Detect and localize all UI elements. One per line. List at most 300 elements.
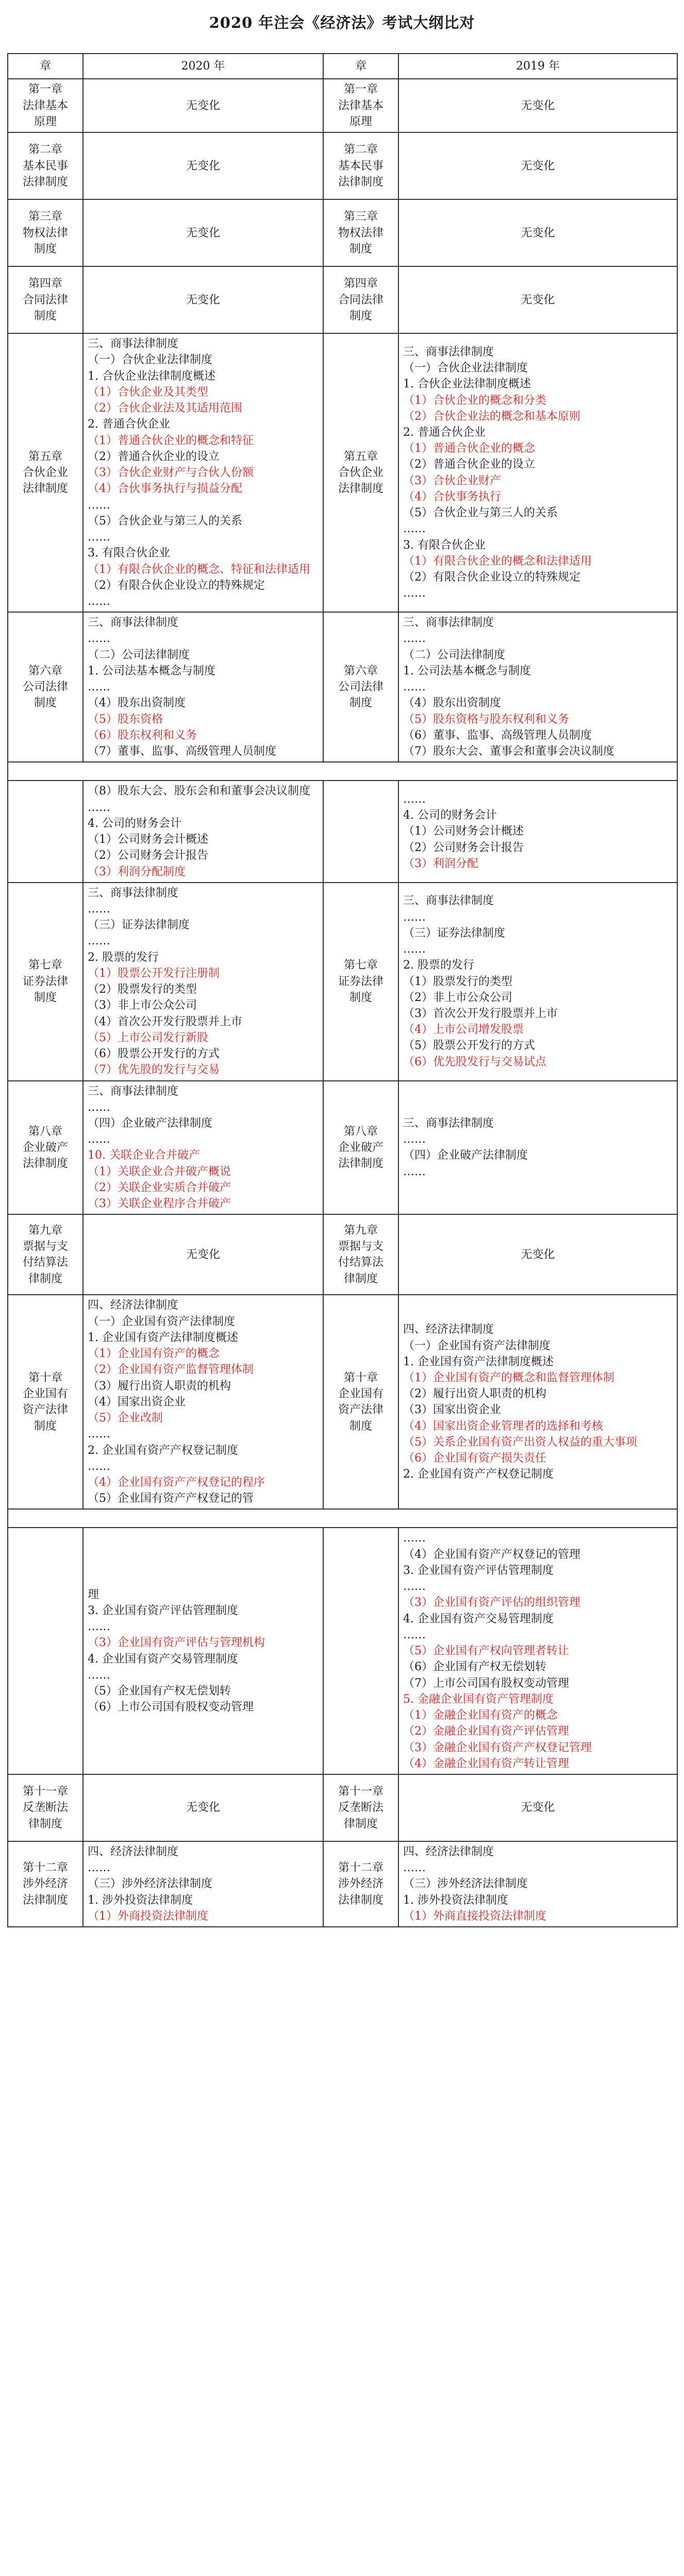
content-2019 bbox=[398, 1081, 677, 1215]
header-chapter-2020: 章 bbox=[8, 54, 83, 79]
outline-item: 2. 企业国有资产产权登记制度 bbox=[403, 1468, 554, 1481]
outline-item: 4. 公司的财务会计 bbox=[88, 817, 181, 830]
chapter-label-line: 律制度 bbox=[28, 1272, 62, 1285]
chapter-label bbox=[323, 1774, 398, 1841]
outline-item: …… bbox=[88, 595, 110, 608]
outline-item: （一）合伙企业法律制度 bbox=[403, 362, 528, 375]
outline-item-changed: （2）合伙企业法及其适用范围 bbox=[88, 402, 242, 415]
outline-item: （7）股东大会、董事会和董事会决议制度 bbox=[403, 745, 614, 758]
chapter-label-line: 第四章 bbox=[28, 277, 62, 291]
outline-item: 三、商事法律制度 bbox=[403, 1117, 494, 1130]
chapter-label-empty bbox=[8, 1528, 83, 1774]
table-body-part-3 bbox=[8, 1528, 677, 1927]
table-row bbox=[8, 1214, 677, 1295]
content-2019 bbox=[398, 781, 677, 882]
outline-item: …… bbox=[88, 935, 110, 948]
outline-item: …… bbox=[403, 632, 426, 646]
chapter-label-line: 第二章 bbox=[28, 143, 62, 157]
outline-item: 3. 企业国有资产评估管理制度 bbox=[403, 1564, 554, 1577]
chapter-label bbox=[323, 612, 398, 762]
outline-item-changed: （4）合伙事务执行与损益分配 bbox=[88, 482, 242, 496]
outline-item: …… bbox=[403, 1628, 426, 1641]
outline-item: （三）涉外经济法律制度 bbox=[403, 1877, 528, 1891]
outline-item: …… bbox=[403, 1165, 426, 1178]
chapter-label-line: 合伙企业 bbox=[338, 466, 383, 480]
outline-item: …… bbox=[88, 1100, 110, 1114]
table-row bbox=[8, 1295, 677, 1509]
outline-item-changed: 5. 金融企业国有资产管理制度 bbox=[403, 1692, 554, 1706]
no-change-text: 无变化 bbox=[83, 1774, 323, 1841]
outline-item: 1. 企业国有资产法律制度概述 bbox=[403, 1355, 554, 1368]
chapter-label-line: 企业国有 bbox=[338, 1387, 383, 1401]
chapter-label-line: 合伙企业 bbox=[22, 466, 68, 480]
outline-item: （一）企业国有资产法律制度 bbox=[403, 1339, 551, 1352]
chapter-label-line: 第五章 bbox=[343, 450, 378, 463]
chapter-label-line: 第十二章 bbox=[22, 1861, 68, 1875]
outline-item: 三、商事法律制度 bbox=[403, 894, 494, 908]
outline-item: 四、经济法律制度 bbox=[88, 1845, 179, 1858]
outline-item: …… bbox=[403, 910, 426, 924]
outline-item-changed: （6）企业国有资产损失责任 bbox=[403, 1452, 546, 1465]
chapter-label-line: 制度 bbox=[34, 242, 57, 256]
outline-item-changed: （1）企业国有资产的概念 bbox=[88, 1347, 220, 1361]
outline-item-changed: 10. 关联企业合并破产 bbox=[88, 1149, 200, 1162]
outline-item-changed: （6）优先股发行与交易试点 bbox=[403, 1055, 546, 1069]
table-header-row bbox=[8, 54, 677, 79]
outline-item-changed: （5）企业改制 bbox=[88, 1412, 163, 1425]
outline-item: 1. 公司法基本概念与制度 bbox=[88, 664, 215, 677]
chapter-label-line: 企业国有 bbox=[22, 1387, 68, 1401]
chapter-label-line: 第八章 bbox=[343, 1125, 378, 1138]
chapter-label-line: 第五章 bbox=[28, 450, 62, 463]
outline-item: …… bbox=[403, 587, 426, 600]
outline-item: 三、商事法律制度 bbox=[88, 337, 179, 351]
outline-item-changed: （3）利润分配 bbox=[403, 857, 478, 870]
outline-item: …… bbox=[88, 681, 110, 694]
chapter-label bbox=[323, 1295, 398, 1509]
chapter-label-line: 法律制度 bbox=[22, 175, 68, 189]
no-change-text: 无变化 bbox=[83, 199, 323, 266]
outline-item: （4）股东出资制度 bbox=[88, 697, 186, 710]
content-2020 bbox=[83, 781, 323, 882]
outline-item: …… bbox=[403, 681, 426, 694]
outline-item: …… bbox=[88, 902, 110, 916]
chapter-label-line: 第七章 bbox=[28, 959, 62, 972]
chapter-label-line: 基本民事 bbox=[338, 159, 383, 173]
outline-item: （三）证券法律制度 bbox=[88, 919, 190, 932]
outline-item: 3. 有限合伙企业 bbox=[88, 547, 170, 560]
outline-item-changed: （5）企业国有产权向管理者转让 bbox=[403, 1645, 569, 1658]
outline-item-changed: （1）关联企业合并破产概说 bbox=[88, 1165, 231, 1178]
chapter-label-line: 法律制度 bbox=[338, 1893, 383, 1907]
outline-item-changed: （1）外商投资法律制度 bbox=[88, 1909, 208, 1923]
chapter-label-line: 第二章 bbox=[343, 143, 378, 157]
outline-item: 四、经济法律制度 bbox=[403, 1323, 494, 1336]
outline-item: 理 bbox=[88, 1588, 99, 1601]
outline-item-changed: （1）合伙企业的概念和分类 bbox=[403, 394, 546, 407]
chapter-label bbox=[8, 883, 83, 1081]
outline-item: （5）合伙企业与第三人的关系 bbox=[88, 514, 242, 528]
chapter-label-empty bbox=[8, 781, 83, 882]
outline-item: （5）股票公开发行的方式 bbox=[403, 1039, 535, 1053]
chapter-label-line: 法律制度 bbox=[22, 1157, 68, 1171]
chapter-label bbox=[323, 132, 398, 199]
chapter-label-line: 合同法律 bbox=[22, 293, 68, 307]
chapter-label bbox=[323, 333, 398, 612]
outline-item: （3）国家出资企业 bbox=[403, 1403, 501, 1417]
outline-item: （四）企业破产法律制度 bbox=[88, 1117, 213, 1130]
outline-item: （1）股票发行的类型 bbox=[403, 975, 512, 988]
chapter-label-line: 第十二章 bbox=[338, 1861, 383, 1875]
outline-item: 2. 股票的发行 bbox=[403, 959, 474, 972]
outline-item: …… bbox=[88, 1428, 110, 1441]
outline-item: （5）企业国有产权无偿划转 bbox=[88, 1685, 231, 1698]
outline-item-changed: （5）上市公司发行新股 bbox=[88, 1031, 208, 1044]
chapter-label-line: 涉外经济 bbox=[22, 1877, 68, 1891]
outline-item: 1. 合伙企业法律制度概述 bbox=[88, 369, 215, 383]
outline-item: （三）证券法律制度 bbox=[403, 926, 506, 940]
content-2020 bbox=[83, 1295, 323, 1509]
outline-item: 2. 普通合伙企业 bbox=[88, 418, 170, 431]
chapter-label-line: 涉外经济 bbox=[338, 1877, 383, 1891]
outline-item: （三）涉外经济法律制度 bbox=[88, 1877, 213, 1891]
outline-item: （一）企业国有资产法律制度 bbox=[88, 1315, 236, 1328]
outline-item: …… bbox=[88, 1133, 110, 1146]
chapter-label-line: 企业破产 bbox=[338, 1141, 383, 1154]
outline-item-changed: （4）金融企业国有资产转让管理 bbox=[403, 1757, 569, 1770]
chapter-label-line: 制度 bbox=[34, 991, 57, 1004]
outline-item: 三、商事法律制度 bbox=[403, 616, 494, 630]
chapter-label-line: 法律制度 bbox=[22, 482, 68, 496]
outline-item: （6）上市公司国有股权变动管理 bbox=[88, 1701, 254, 1714]
table-row bbox=[8, 1774, 677, 1841]
chapter-label-line: 反垄断法 bbox=[22, 1801, 68, 1815]
content-2019 bbox=[398, 1841, 677, 1927]
chapter-label-line: 第六章 bbox=[343, 664, 378, 677]
outline-item: …… bbox=[88, 1668, 110, 1682]
chapter-label bbox=[8, 1841, 83, 1927]
chapter-label-line: 律制度 bbox=[343, 1272, 378, 1285]
outline-item: 4. 企业国有资产交易管理制度 bbox=[403, 1612, 554, 1625]
outline-item: （二）公司法律制度 bbox=[88, 648, 190, 662]
chapter-label bbox=[323, 79, 398, 132]
outline-item: （3）非上市公众公司 bbox=[88, 999, 197, 1012]
outline-item: …… bbox=[403, 1532, 426, 1545]
chapter-label bbox=[8, 612, 83, 762]
chapter-label-line: 制度 bbox=[349, 309, 372, 323]
content-2020 bbox=[83, 883, 323, 1081]
outline-item: （1）公司财务会计概述 bbox=[403, 825, 524, 838]
chapter-label-line: 第一章 bbox=[343, 83, 378, 96]
outline-item: 1. 涉外投资法律制度 bbox=[88, 1893, 193, 1907]
chapter-label-line: 第十章 bbox=[28, 1371, 62, 1384]
chapter-label-line: 物权法律 bbox=[22, 226, 68, 240]
outline-item-changed: （1）普通合伙企业的概念和特征 bbox=[88, 434, 254, 447]
chapter-label-line: 制度 bbox=[349, 1419, 372, 1433]
content-2020 bbox=[83, 1528, 323, 1774]
chapter-label-line: 法律基本 bbox=[22, 99, 68, 112]
chapter-label-line: 律制度 bbox=[28, 1817, 62, 1831]
outline-item-changed: （2）企业国有资产监督管理体制 bbox=[88, 1363, 254, 1377]
table-gap bbox=[8, 762, 677, 781]
chapter-label bbox=[8, 1214, 83, 1295]
outline-item: 1. 公司法基本概念与制度 bbox=[403, 664, 531, 677]
outline-item-changed: （5）关系企业国有资产出资人权益的重大事项 bbox=[403, 1435, 637, 1449]
outline-item: 四、经济法律制度 bbox=[88, 1299, 179, 1312]
outline-item: …… bbox=[403, 792, 426, 806]
chapter-label-line: 第七章 bbox=[343, 959, 378, 972]
chapter-label bbox=[8, 1081, 83, 1215]
outline-item: （6）股票公开发行的方式 bbox=[88, 1047, 220, 1061]
chapter-label-line: 物权法律 bbox=[338, 226, 383, 240]
chapter-label-line: 票据与支 bbox=[22, 1240, 68, 1253]
table-row bbox=[8, 266, 677, 333]
comparison-table bbox=[7, 53, 678, 1927]
outline-item: 1. 企业国有资产法律制度概述 bbox=[88, 1331, 238, 1344]
outline-item: …… bbox=[403, 1133, 426, 1146]
outline-item: …… bbox=[88, 531, 110, 544]
chapter-label bbox=[8, 132, 83, 199]
content-2019 bbox=[398, 883, 677, 1081]
outline-item-changed: （1）金融企业国有资产的概念 bbox=[403, 1709, 558, 1722]
page-title: 2020 年注会《经济法》考试大纲比对 bbox=[209, 14, 475, 31]
chapter-label-line: 第九章 bbox=[28, 1224, 62, 1237]
no-change-text: 无变化 bbox=[398, 1214, 677, 1295]
chapter-label-line: 合同法律 bbox=[338, 293, 383, 307]
chapter-label-line: 公司法律 bbox=[338, 681, 383, 694]
outline-item-changed: （3）合伙企业财产与合伙人份额 bbox=[88, 466, 254, 480]
table-row bbox=[8, 1841, 677, 1927]
outline-item: …… bbox=[88, 1620, 110, 1634]
chapter-label-line: 第八章 bbox=[28, 1125, 62, 1138]
outline-item: 三、商事法律制度 bbox=[88, 616, 179, 630]
outline-item-changed: （4）国家出资企业管理者的选择和考核 bbox=[403, 1419, 603, 1433]
outline-item-changed: （3）企业国有资产评估与管理机构 bbox=[88, 1636, 265, 1650]
chapter-label bbox=[323, 883, 398, 1081]
outline-item: 3. 有限合伙企业 bbox=[403, 538, 486, 552]
chapter-label-line: 第四章 bbox=[343, 277, 378, 291]
outline-item: 四、经济法律制度 bbox=[403, 1845, 494, 1858]
outline-item: （4）股东出资制度 bbox=[403, 697, 501, 710]
table-row bbox=[8, 79, 677, 132]
outline-item: （7）上市公司国有股权变动管理 bbox=[403, 1676, 569, 1690]
chapter-label-line: 第九章 bbox=[343, 1224, 378, 1237]
chapter-label bbox=[323, 1841, 398, 1927]
outline-item: …… bbox=[88, 498, 110, 512]
no-change-text: 无变化 bbox=[398, 199, 677, 266]
chapter-label-line: 资产法律 bbox=[22, 1403, 68, 1417]
chapter-label-line: 公司法律 bbox=[22, 681, 68, 694]
outline-item: （6）董事、监事、高级管理人员制度 bbox=[403, 728, 592, 742]
outline-item-changed: （1）有限合伙企业的概念和法律适用 bbox=[403, 554, 592, 568]
no-change-text: 无变化 bbox=[83, 132, 323, 199]
outline-item: （2）股票发行的类型 bbox=[88, 983, 197, 996]
chapter-label bbox=[8, 1295, 83, 1509]
outline-item: （2）普通合伙企业的设立 bbox=[403, 458, 535, 471]
outline-item: （3）首次公开发行股票并上市 bbox=[403, 1007, 558, 1020]
outline-item: （3）履行出资人职责的机构 bbox=[88, 1379, 231, 1393]
content-2020 bbox=[83, 333, 323, 612]
chapter-label-empty bbox=[323, 781, 398, 882]
no-change-text: 无变化 bbox=[398, 1774, 677, 1841]
outline-item: （四）企业破产法律制度 bbox=[403, 1149, 528, 1162]
outline-item: （1）公司财务会计概述 bbox=[88, 833, 208, 846]
chapter-label-line: 第六章 bbox=[28, 664, 62, 677]
table-row bbox=[8, 612, 677, 762]
no-change-text: 无变化 bbox=[398, 132, 677, 199]
chapter-label bbox=[8, 199, 83, 266]
table-row bbox=[8, 1528, 677, 1774]
outline-item-changed: （1）有限合伙企业的概念、特征和法律适用 bbox=[88, 563, 310, 576]
content-2019 bbox=[398, 1528, 677, 1774]
outline-item: 1. 涉外投资法律制度 bbox=[403, 1893, 508, 1907]
chapter-label-line: 法律基本 bbox=[338, 99, 383, 112]
content-2019 bbox=[398, 1295, 677, 1509]
chapter-label-line: 基本民事 bbox=[22, 159, 68, 173]
chapter-label bbox=[8, 333, 83, 612]
chapter-label bbox=[8, 266, 83, 333]
outline-item-changed: （2）合伙企业法的概念和基本原则 bbox=[403, 410, 580, 423]
chapter-label-line: 证券法律 bbox=[338, 975, 383, 988]
outline-item: 三、商事法律制度 bbox=[88, 886, 179, 900]
outline-item-changed: （1）企业国有资产的概念和监督管理体制 bbox=[403, 1371, 614, 1384]
outline-item-changed: （1）合伙企业及其类型 bbox=[88, 385, 208, 399]
chapter-label-line: 原理 bbox=[349, 115, 372, 128]
chapter-label-line: 第三章 bbox=[28, 210, 62, 224]
chapter-label-line: 付结算法 bbox=[338, 1256, 383, 1269]
outline-item-changed: （4）企业国有资产产权登记的程序 bbox=[88, 1476, 265, 1489]
outline-item-changed: （3）利润分配制度 bbox=[88, 865, 186, 878]
outline-item: 2. 普通合伙企业 bbox=[403, 426, 486, 439]
chapter-label-line: 法律制度 bbox=[338, 482, 383, 496]
outline-item: （2）公司财务会计报告 bbox=[403, 841, 524, 854]
chapter-label-line: 第十一章 bbox=[338, 1785, 383, 1799]
outline-item: （2）非上市公众公司 bbox=[403, 991, 512, 1004]
no-change-text: 无变化 bbox=[83, 266, 323, 333]
chapter-label-line: 法律制度 bbox=[338, 175, 383, 189]
chapter-label-empty bbox=[323, 1528, 398, 1774]
header-year-2019: 2019 年 bbox=[398, 54, 677, 79]
chapter-label bbox=[323, 1214, 398, 1295]
outline-item: 三、商事法律制度 bbox=[88, 1084, 179, 1098]
table-body-part-1 bbox=[8, 79, 677, 762]
table-row bbox=[8, 132, 677, 199]
chapter-label-line: 企业破产 bbox=[22, 1141, 68, 1154]
outline-item-changed: （3）合伙企业财产 bbox=[403, 474, 501, 487]
outline-item: 2. 企业国有资产产权登记制度 bbox=[88, 1444, 238, 1457]
outline-item-changed: （3）金融企业国有资产产权登记管理 bbox=[403, 1741, 592, 1754]
chapter-label-line: 证券法律 bbox=[22, 975, 68, 988]
chapter-label-line: 票据与支 bbox=[338, 1240, 383, 1253]
chapter-label-line: 法律制度 bbox=[22, 1893, 68, 1907]
chapter-label-line: 第十一章 bbox=[22, 1785, 68, 1799]
outline-item-changed: （4）合伙事务执行 bbox=[403, 490, 501, 503]
outline-item: （4）企业国有资产产权登记的管理 bbox=[403, 1548, 580, 1561]
content-2019 bbox=[398, 333, 677, 612]
chapter-label-line: 制度 bbox=[34, 1419, 57, 1433]
header-year-2020: 2020 年 bbox=[83, 54, 323, 79]
outline-item: …… bbox=[403, 943, 426, 956]
chapter-label bbox=[8, 1774, 83, 1841]
outline-item-changed: （7）优先股的发行与交易 bbox=[88, 1063, 220, 1077]
outline-item-changed: （1）普通合伙企业的概念 bbox=[403, 442, 535, 455]
outline-item: 4. 公司的财务会计 bbox=[403, 809, 497, 822]
header-chapter-2019: 章 bbox=[323, 54, 398, 79]
outline-item-changed: （3）企业国有资产评估的组织管理 bbox=[403, 1596, 580, 1609]
chapter-label-line: 第三章 bbox=[343, 210, 378, 224]
outline-item: （2）履行出资人职责的机构 bbox=[403, 1387, 546, 1401]
no-change-text: 无变化 bbox=[83, 79, 323, 132]
no-change-text: 无变化 bbox=[83, 1214, 323, 1295]
chapter-label-line: 资产法律 bbox=[338, 1403, 383, 1417]
content-2020 bbox=[83, 1841, 323, 1927]
content-2019 bbox=[398, 612, 677, 762]
outline-item: （2）有限合伙企业设立的特殊规定 bbox=[88, 579, 265, 592]
outline-item: 4. 企业国有资产交易管理制度 bbox=[88, 1652, 238, 1666]
outline-item: 1. 合伙企业法律制度概述 bbox=[403, 378, 531, 391]
outline-item: （2）普通合伙企业的设立 bbox=[88, 450, 220, 463]
chapter-label-line: 制度 bbox=[349, 991, 372, 1004]
chapter-label bbox=[323, 266, 398, 333]
outline-item: （6）企业国有产权无偿划转 bbox=[403, 1660, 546, 1674]
outline-item: …… bbox=[88, 1861, 110, 1875]
table-row bbox=[8, 883, 677, 1081]
no-change-text: 无变化 bbox=[398, 266, 677, 333]
chapter-label-line: 第十章 bbox=[343, 1371, 378, 1384]
content-2020 bbox=[83, 612, 323, 762]
chapter-label-line: 付结算法 bbox=[22, 1256, 68, 1269]
chapter-label bbox=[8, 79, 83, 132]
chapter-label bbox=[323, 199, 398, 266]
table-row bbox=[8, 1081, 677, 1215]
chapter-label-line: 反垄断法 bbox=[338, 1801, 383, 1815]
table-row bbox=[8, 781, 677, 882]
content-2020 bbox=[83, 1081, 323, 1215]
chapter-label bbox=[323, 1081, 398, 1215]
table-row bbox=[8, 199, 677, 266]
chapter-label-line: 律制度 bbox=[343, 1817, 378, 1831]
outline-item: …… bbox=[403, 1580, 426, 1594]
chapter-label-line: 第一章 bbox=[28, 83, 62, 96]
chapter-label-line: 原理 bbox=[34, 115, 57, 128]
chapter-label-line: 法律制度 bbox=[338, 1157, 383, 1171]
table-row bbox=[8, 333, 677, 612]
outline-item: 三、商事法律制度 bbox=[403, 345, 494, 359]
chapter-label-line: 制度 bbox=[34, 309, 57, 323]
outline-item-changed: （3）关联企业程序合并破产 bbox=[88, 1197, 231, 1211]
outline-item: （2）有限合伙企业设立的特殊规定 bbox=[403, 571, 580, 584]
outline-item-changed: （4）上市公司增发股票 bbox=[403, 1023, 524, 1037]
outline-item: （7）董事、监事、高级管理人员制度 bbox=[88, 745, 276, 758]
no-change-text: 无变化 bbox=[398, 79, 677, 132]
outline-item: …… bbox=[88, 1460, 110, 1473]
outline-item-changed: （2）金融企业国有资产评估管理 bbox=[403, 1725, 569, 1738]
table-gap bbox=[8, 1509, 677, 1528]
outline-item-changed: （1）股票公开发行注册制 bbox=[88, 967, 220, 980]
outline-item: 3. 企业国有资产评估管理制度 bbox=[88, 1604, 238, 1618]
outline-item-changed: （2）关联企业实质合并破产 bbox=[88, 1181, 231, 1194]
outline-item-changed: （1）外商直接投资法律制度 bbox=[403, 1909, 546, 1923]
outline-item: （4）国家出资企业 bbox=[88, 1395, 186, 1409]
outline-item: （4）首次公开发行股票并上市 bbox=[88, 1015, 242, 1028]
outline-item: （一）合伙企业法律制度 bbox=[88, 353, 213, 367]
outline-item: （5）合伙企业与第三人的关系 bbox=[403, 506, 558, 520]
chapter-label-line: 制度 bbox=[349, 697, 372, 710]
outline-item: …… bbox=[88, 801, 110, 814]
outline-item: （二）公司法律制度 bbox=[403, 648, 506, 662]
outline-item-changed: （6）股东权利和义务 bbox=[88, 728, 197, 742]
chapter-label-line: 制度 bbox=[34, 697, 57, 710]
